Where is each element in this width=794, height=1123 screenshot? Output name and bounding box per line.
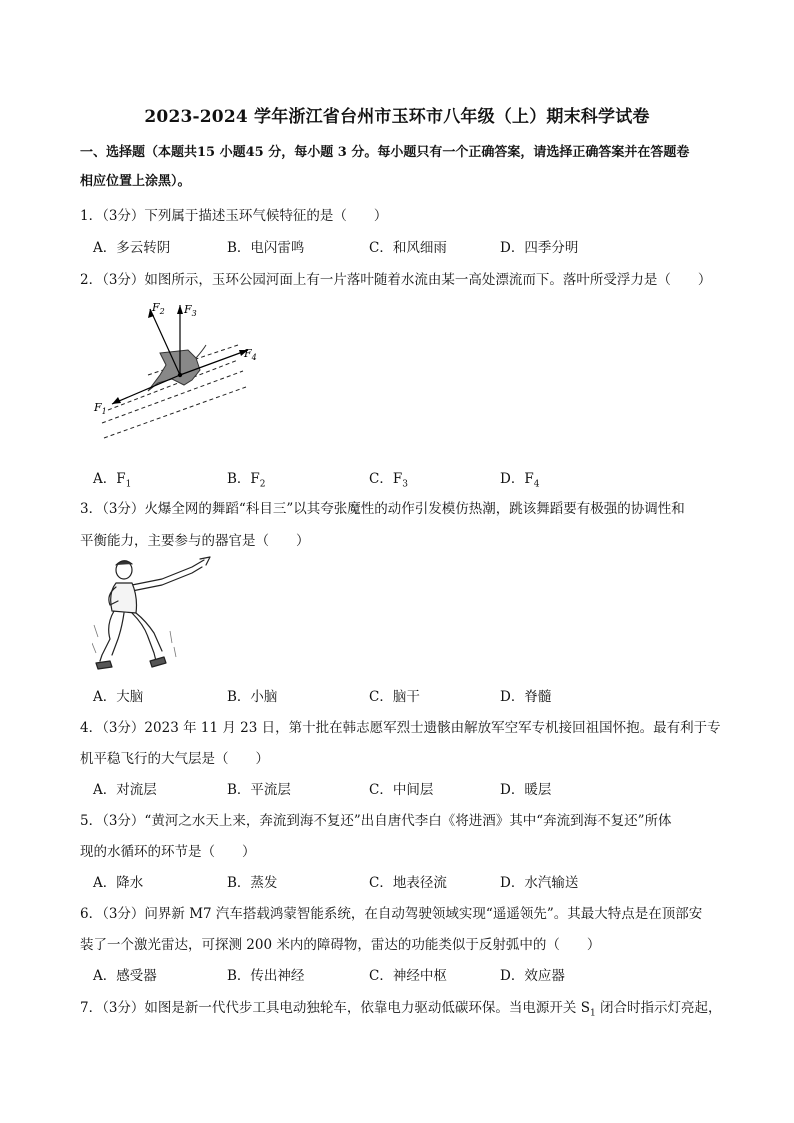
q1-option-b[interactable]: B．电闪雷鸣 xyxy=(227,240,305,256)
q3-option-c[interactable]: C．脑干 xyxy=(369,689,420,705)
dancer-illustration xyxy=(92,555,217,675)
question-2-options xyxy=(93,467,733,490)
question-7-stem-line-1: 7．（3分）如图是新一代代步工具电动独轮车，依靠电力驱动低碳环保。当电源开关 $S_1$ 闭合时指示灯亮起， xyxy=(80,1000,722,1019)
q5-option-d[interactable]: D．水汽输送 xyxy=(500,875,579,891)
section-heading xyxy=(80,138,730,196)
q2-option-a[interactable]: A．$F_1$ xyxy=(93,471,132,490)
q3-option-d[interactable]: D．脊髓 xyxy=(500,689,552,705)
question-3-options xyxy=(93,685,733,705)
question-3-stem-line-2: 平衡能力，主要参与的器官是（ ） xyxy=(80,533,310,549)
dancer-right-shoe xyxy=(150,657,166,667)
section-line-2: 相应位置上涂黑）。 xyxy=(80,174,191,189)
f3-label: $F_3$ xyxy=(184,303,197,318)
f2-label: $F_2$ xyxy=(152,301,165,316)
q6-option-c[interactable]: C．神经中枢 xyxy=(369,968,447,984)
q5-option-b[interactable]: B．蒸发 xyxy=(227,875,278,891)
q1-option-d[interactable]: D．四季分明 xyxy=(500,240,579,256)
f3-arrowhead xyxy=(177,305,183,314)
q1-option-a[interactable]: A．多云转阴 xyxy=(93,240,171,256)
section-line-1: 一、选择题（本题共15 小题45 分，每小题 3 分。每小题只有一个正确答案，请选择正确答案并在答题卷 xyxy=(80,145,690,160)
q3-option-b[interactable]: B．小脑 xyxy=(227,689,278,705)
question-2-stem: 2．（3分）如图所示，玉环公园河面上有一片落叶随着水流由某一高处漂流而下。落叶所受浮力是（ ） xyxy=(80,272,712,288)
q6-option-d[interactable]: D．效应器 xyxy=(500,968,565,984)
question-4-options xyxy=(93,778,733,798)
question-6-options xyxy=(93,964,733,984)
question-5-options xyxy=(93,871,733,891)
question-6-stem-line-2: 装了一个激光雷达，可探测 200 米内的障碍物，雷达的功能类似于反射弧中的（ ） xyxy=(80,937,601,953)
question-3-stem-line-1: 3．（3分）火爆全网的舞蹈“科目三”以其夸张魔性的动作引发模仿热潮，跳该舞蹈要有极强的协调性和 xyxy=(80,501,685,517)
question-1-options xyxy=(93,236,733,256)
motion-lines xyxy=(92,625,176,657)
question-5-stem-line-1: 5．（3分）“黄河之水天上来，奔流到海不复还”出自唐代李白《将进酒》其中“奔流到海不复还”所体 xyxy=(80,813,672,829)
q6-option-a[interactable]: A．感受器 xyxy=(93,968,157,984)
dancer-left-leg-inner xyxy=(112,613,124,655)
page-title: 2023-2024 学年浙江省台州市玉环市八年级（上）期末科学试卷 xyxy=(144,107,650,127)
question-1-stem: 1．（3分）下列属于描述玉环气候特征的是（ ） xyxy=(80,208,388,224)
question-5-stem-line-2: 现的水循环的环节是（ ） xyxy=(80,844,256,860)
dancer-raised-arm-lower xyxy=(132,567,202,591)
f1-label: $F_1$ xyxy=(94,401,107,416)
question-6-stem-line-1: 6．（3分）问界新 M7 汽车搭载鸿蒙智能系统，在自动驾驶领域实现“遥遥领先”。其最大特点是在顶部安 xyxy=(80,906,703,922)
dancer-right-leg-outer xyxy=(136,613,162,651)
force-f2-arrow xyxy=(150,309,180,375)
leaf-force-diagram xyxy=(88,295,268,450)
q5-option-a[interactable]: A．降水 xyxy=(93,875,144,891)
f1-arrowhead xyxy=(112,397,121,404)
q4-option-c[interactable]: C．中间层 xyxy=(369,782,434,798)
q2-option-d[interactable]: D．$F_4$ xyxy=(500,471,540,490)
q2-option-c[interactable]: C．$F_3$ xyxy=(369,471,408,490)
question-4-stem-line-2: 机平稳飞行的大气层是（ ） xyxy=(80,751,269,767)
q3-option-a[interactable]: A．大脑 xyxy=(93,689,144,705)
force-f1-arrow xyxy=(112,375,180,404)
q5-option-c[interactable]: C．地表径流 xyxy=(369,875,447,891)
q4-option-a[interactable]: A．对流层 xyxy=(93,782,157,798)
question-4-stem-line-1: 4．（3分）2023 年 11 月 23 日，第十批在韩志愿军烈士遗骸由解放军空军专机接回祖国怀抱。最有利于专 xyxy=(80,720,721,736)
q4-option-b[interactable]: B．平流层 xyxy=(227,782,291,798)
q2-option-b[interactable]: B．$F_2$ xyxy=(227,471,266,490)
dancer-left-leg xyxy=(100,611,114,661)
q6-option-b[interactable]: B．传出神经 xyxy=(227,968,305,984)
q4-option-d[interactable]: D．暖层 xyxy=(500,782,552,798)
f4-label: $F_4$ xyxy=(244,347,257,362)
dancer-left-shoe xyxy=(96,661,112,669)
q1-option-c[interactable]: C．和风细雨 xyxy=(369,240,447,256)
